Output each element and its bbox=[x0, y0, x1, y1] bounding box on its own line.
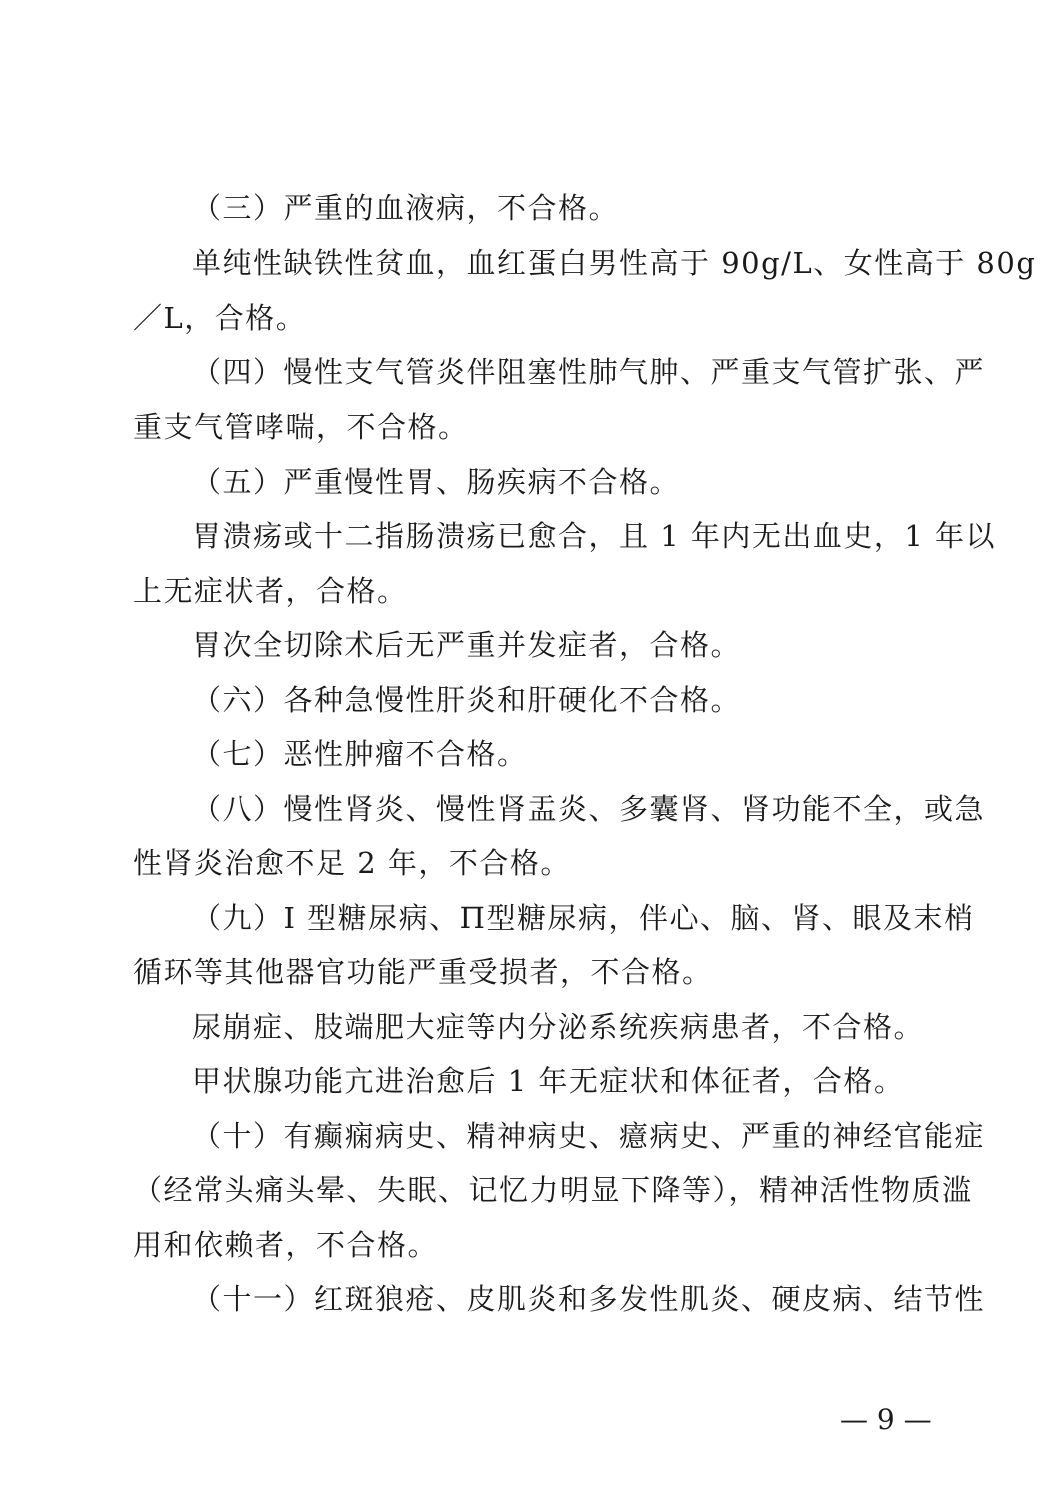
text-line: （三）严重的血液病，不合格。 bbox=[192, 191, 620, 225]
text-line: （六）各种急慢性肝炎和肝硬化不合格。 bbox=[192, 683, 742, 717]
text-line: 尿崩症、肢端肥大症等内分泌系统疾病患者，不合格。 bbox=[192, 1010, 925, 1044]
text-line: （五）严重慢性胃、肠疾病不合格。 bbox=[192, 465, 681, 499]
text-line: 循环等其他器官功能严重受损者，不合格。 bbox=[133, 955, 713, 989]
text-line: （八）慢性肾炎、慢性肾盂炎、多囊肾、肾功能不全，或急 bbox=[192, 792, 986, 826]
text-line: （九）I 型糖尿病、Π型糖尿病，伴心、脑、肾、眼及末梢 bbox=[192, 901, 975, 935]
text-line: （四）慢性支气管炎伴阻塞性肺气肿、严重支气管扩张、严 bbox=[192, 355, 986, 389]
text-line: （七）恶性肿瘤不合格。 bbox=[192, 737, 528, 771]
text-line: 性肾炎治愈不足 2 年，不合格。 bbox=[133, 846, 571, 880]
text-line: ／L，合格。 bbox=[133, 301, 307, 335]
text-line: 胃次全切除术后无严重并发症者，合格。 bbox=[192, 628, 742, 662]
text-line: 用和依赖者，不合格。 bbox=[133, 1228, 439, 1262]
page-number: — 9 — bbox=[840, 1403, 932, 1436]
text-line: 重支气管哮喘，不合格。 bbox=[133, 410, 469, 444]
text-line: 胃溃疡或十二指肠溃疡已愈合，且 1 年内无出血史，1 年以 bbox=[192, 519, 997, 553]
text-line: （十）有癫痫病史、精神病史、癔病史、严重的神经官能症 bbox=[192, 1119, 986, 1153]
text-line: （经常头痛头晕、失眠、记忆力明显下降等），精神活性物质滥 bbox=[133, 1173, 973, 1207]
text-line: 甲状腺功能亢进治愈后 1 年无症状和体征者，合格。 bbox=[192, 1064, 905, 1098]
text-line: 单纯性缺铁性贫血，血红蛋白男性高于 90g/L、女性高于 80g bbox=[192, 246, 1037, 280]
text-line: （十一）红斑狼疮、皮肌炎和多发性肌炎、硬皮病、结节性 bbox=[192, 1282, 986, 1316]
text-line: 上无症状者，合格。 bbox=[133, 574, 408, 608]
